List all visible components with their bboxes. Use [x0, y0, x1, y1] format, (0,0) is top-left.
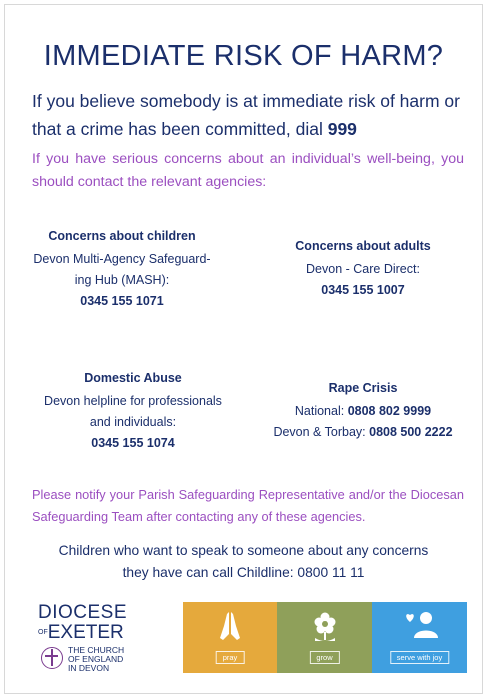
tile-serve — [372, 602, 467, 673]
logo-line1: DIOCESE — [38, 602, 128, 623]
children-phone: 0345 155 1071 — [80, 294, 164, 308]
logo-line2: EXETER — [47, 622, 124, 644]
logo-sub3: IN DEVON — [68, 663, 110, 673]
rape-national — [248, 401, 478, 422]
rape-national-label: National: — [294, 404, 345, 418]
logo-of: OF — [38, 629, 48, 636]
diocese-logo — [38, 602, 138, 673]
adults-line1: Devon - Care Direct: — [306, 262, 420, 276]
childline-line2: they have can call Childline: 0800 11 11 — [122, 565, 365, 580]
rape-devon — [248, 422, 478, 443]
adults-heading: Concerns about adults — [295, 239, 431, 253]
contact-rape-crisis — [248, 378, 478, 443]
tile-grow-label: grow — [309, 651, 339, 664]
logo-sub1: THE CHURCH — [68, 645, 125, 655]
rape-heading: Rape Crisis — [328, 381, 398, 395]
page-title: IMMEDIATE RISK OF HARM? — [43, 40, 444, 72]
rape-devon-phone: 0808 500 2222 — [369, 425, 453, 439]
emergency-text: If you believe somebody is at immediate risk of harm or that a crime has been committed, dial — [32, 91, 460, 139]
domestic-heading: Domestic Abuse — [84, 371, 182, 385]
domestic-phone: 0345 155 1074 — [91, 436, 175, 450]
tile-serve-label: serve with joy — [390, 651, 449, 664]
values-banner — [183, 602, 467, 673]
rape-national-phone: 0808 802 9999 — [347, 404, 432, 418]
logo-line2-wrap — [38, 623, 138, 643]
intro-text: If you have serious concerns about an individual’s well-being, you should contact the relevant agencies: — [32, 151, 464, 190]
cross-icon — [41, 647, 63, 669]
adults-phone: 0345 155 1007 — [321, 283, 405, 297]
emergency-number: 999 — [327, 119, 357, 139]
contact-children — [22, 226, 222, 312]
contact-domestic-abuse — [22, 368, 244, 454]
tile-pray — [183, 602, 277, 673]
tile-pray-label: pray — [216, 651, 245, 664]
notify-text: Please notify your Parish Safeguarding Representative and/or the Diocesan Safeguarding Team after contacting any of these agencies. — [32, 487, 464, 524]
children-line1: Devon Multi-Agency Safeguard- — [33, 252, 211, 266]
tile-grow — [277, 602, 372, 673]
flower-icon — [311, 610, 339, 644]
logo-subtitle — [68, 646, 124, 673]
domestic-line2: and individuals: — [89, 415, 177, 429]
childline-text — [20, 540, 467, 584]
rape-devon-label: Devon & Torbay: — [273, 425, 366, 439]
children-line2: ing Hub (MASH): — [74, 273, 170, 287]
praying-hands-icon — [217, 610, 243, 644]
children-heading: Concerns about children — [48, 229, 196, 243]
people-heart-icon — [400, 610, 440, 644]
logo-sub2: OF ENGLAND — [68, 654, 124, 664]
childline-line1: Children who want to speak to someone about any concerns — [58, 543, 429, 558]
contact-adults — [263, 236, 463, 301]
domestic-line1: Devon helpline for professionals — [44, 394, 222, 408]
emergency-instruction — [32, 87, 462, 143]
